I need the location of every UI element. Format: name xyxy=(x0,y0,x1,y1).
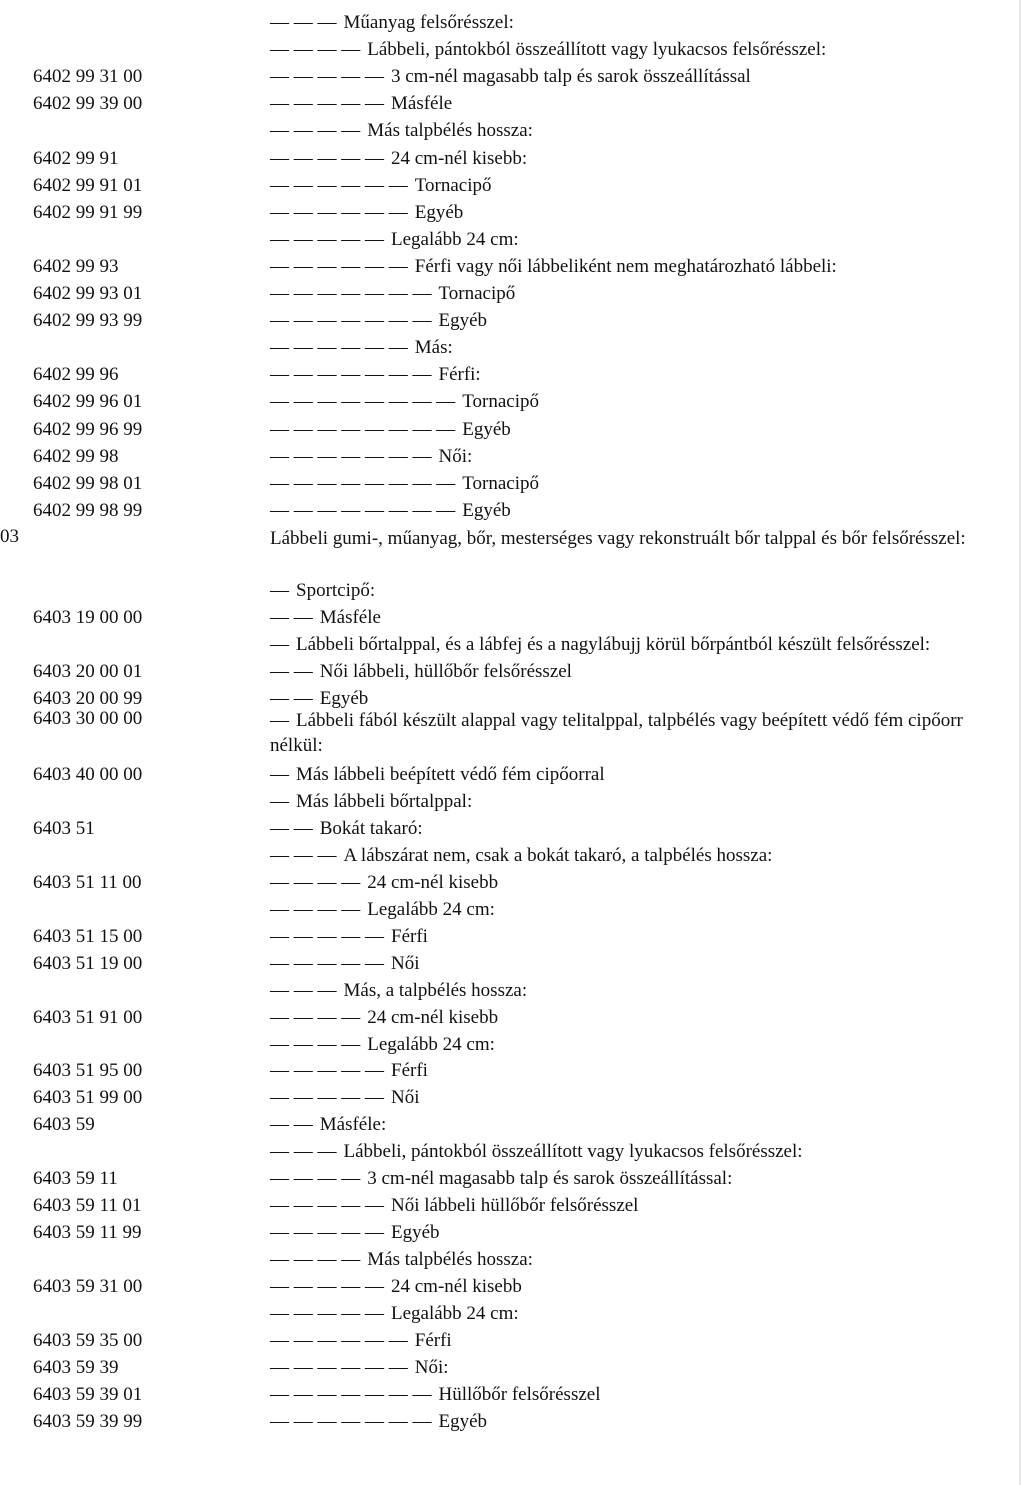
indent-dashes: — — — — xyxy=(270,1006,361,1028)
tariff-code: 6403 59 39 01 xyxy=(33,1383,143,1405)
indent-dashes: — — — — xyxy=(270,120,361,142)
tariff-code: 6403 51 91 00 xyxy=(33,1006,143,1028)
description-text: Egyéb xyxy=(319,688,369,709)
tariff-code: 6402 99 93 xyxy=(33,255,119,277)
tariff-row xyxy=(0,1060,1030,1086)
indent-dashes: — — — — xyxy=(270,39,361,61)
row3-text: Lábbeli fából készült alappal vagy telitalppal, talpbélés vagy beépített védő fém cipőorr nélkül: xyxy=(270,710,963,756)
tariff-row xyxy=(0,337,1030,363)
tariff-description xyxy=(270,500,511,522)
tariff-row xyxy=(0,283,1030,309)
description-text: Legalább 24 cm: xyxy=(367,898,495,920)
tariff-description xyxy=(270,93,452,115)
tariff-row xyxy=(0,39,1030,65)
description-text: Legalább 24 cm: xyxy=(367,1033,495,1055)
tariff-description xyxy=(270,1141,803,1163)
tariff-code: 6402 99 91 99 xyxy=(33,201,143,223)
tariff-row xyxy=(0,93,1030,119)
tariff-description xyxy=(270,764,605,786)
tariff-description xyxy=(270,1249,533,1271)
heading-code: 03 xyxy=(0,526,19,547)
description-text: 3 cm-nél magasabb talp és sarok összeállítással xyxy=(391,66,751,88)
indent-dashes: — xyxy=(270,634,289,655)
description-text: Egyéb xyxy=(462,499,511,521)
tariff-code: 6403 30 00 00 xyxy=(33,708,143,729)
tariff-code: 6403 51 11 00 xyxy=(33,871,142,893)
tariff-row xyxy=(0,980,1030,1006)
indent-dashes: — — — — xyxy=(270,1168,361,1190)
description-text: Egyéb xyxy=(438,310,488,332)
description-text: 24 cm-nél kisebb xyxy=(367,1006,499,1028)
indent-dashes: — — xyxy=(270,817,313,839)
indent-dashes: — — — — — xyxy=(270,1195,384,1217)
tariff-row xyxy=(0,12,1030,38)
indent-dashes: — — — xyxy=(270,1141,337,1163)
tariff-description xyxy=(270,202,463,224)
indent-dashes: — — — — xyxy=(270,898,361,920)
tariff-code: 6402 99 39 00 xyxy=(33,93,143,115)
heading-text: Lábbeli gumi-, műanyag, bőr, mesterséges vagy rekonstruált bőr talppal és bőr felsőrésszel: xyxy=(270,528,966,549)
indent-dashes: — xyxy=(270,764,289,785)
heading-row-6403 xyxy=(0,526,1030,578)
tariff-code: 6403 59 39 xyxy=(33,1356,119,1378)
tariff-code: 6403 51 99 00 xyxy=(33,1087,143,1109)
tariff-code: 6402 99 96 99 xyxy=(33,418,143,440)
indent-dashes: — — — — — xyxy=(270,952,384,974)
tariff-description xyxy=(270,148,527,170)
tariff-code: 6403 51 95 00 xyxy=(33,1060,143,1082)
indent-dashes: — — — — — — — xyxy=(270,310,432,332)
tariff-row xyxy=(0,1357,1030,1383)
indent-dashes: — — — — — xyxy=(270,1222,384,1244)
indent-dashes: — xyxy=(270,710,289,731)
tariff-code: 6403 20 00 01 xyxy=(33,661,143,682)
tariff-description xyxy=(270,1357,449,1379)
tariff-row xyxy=(0,66,1030,92)
tariff-code: 6403 59 31 00 xyxy=(33,1276,143,1298)
tariff-code: 6403 59 11 99 xyxy=(33,1222,142,1244)
tariff-description xyxy=(270,953,420,975)
tariff-description xyxy=(270,229,519,251)
indent-dashes: — — — — — xyxy=(270,66,384,88)
tariff-code: 6403 51 xyxy=(33,817,95,839)
tariff-row xyxy=(0,1195,1030,1221)
tariff-row xyxy=(0,202,1030,228)
description-text: Sportcipő: xyxy=(296,580,376,601)
tariff-description xyxy=(270,283,515,305)
tariff-description xyxy=(270,818,423,840)
tariff-row xyxy=(0,899,1030,925)
indent-dashes: — — — — — — xyxy=(270,174,408,196)
tariff-row xyxy=(0,1034,1030,1060)
description-text: Másféle xyxy=(319,607,381,628)
indent-dashes: — — — — — — xyxy=(270,201,408,223)
description-text: Férfi xyxy=(414,1329,452,1351)
description-text: Női: xyxy=(414,1356,449,1378)
tariff-description xyxy=(270,446,472,468)
indent-dashes: — — — xyxy=(270,12,337,33)
tariff-code: 6402 99 98 xyxy=(33,445,119,467)
tariff-code: 6403 59 35 00 xyxy=(33,1329,143,1351)
description-text: Férfi: xyxy=(438,364,481,386)
tariff-description xyxy=(270,1168,732,1190)
tariff-description xyxy=(270,310,487,332)
tariff-row xyxy=(0,1411,1030,1437)
description-text: Legalább 24 cm: xyxy=(391,228,519,250)
indent-dashes: — — — xyxy=(270,979,337,1001)
indent-dashes: — xyxy=(270,580,289,601)
tariff-code: 6402 99 31 00 xyxy=(33,66,143,88)
description-text: Egyéb xyxy=(391,1222,440,1244)
description-text: Lábbeli, pántokból összeállított vagy lyukacsos felsőrésszel: xyxy=(343,1141,803,1163)
indent-dashes: — — — — — xyxy=(270,1276,384,1298)
indent-dashes: — — xyxy=(270,688,313,709)
tariff-row xyxy=(0,120,1030,146)
tariff-description xyxy=(270,1411,487,1433)
tariff-row xyxy=(0,634,1030,660)
tariff-row xyxy=(0,473,1030,499)
tariff-row xyxy=(0,872,1030,898)
description-text: 24 cm-nél kisebb xyxy=(391,1276,522,1298)
tariff-row xyxy=(0,791,1030,817)
description-text: Férfi xyxy=(391,925,428,947)
tariff-row xyxy=(0,1141,1030,1167)
tariff-row xyxy=(0,1303,1030,1329)
tariff-row xyxy=(0,1007,1030,1033)
indent-dashes: — — — — — xyxy=(270,1087,384,1109)
indent-dashes: — — — — — — xyxy=(270,1356,408,1378)
tariff-description xyxy=(270,175,492,197)
indent-dashes: — — — — — xyxy=(270,1060,384,1082)
tariff-description xyxy=(270,12,514,34)
tariff-description xyxy=(270,256,837,278)
tariff-row xyxy=(0,1384,1030,1410)
description-text: Más lábbeli bőrtalppal: xyxy=(296,790,473,812)
description-text: Női lábbeli hüllőbőr felsőrésszel xyxy=(391,1195,639,1217)
indent-dashes: — xyxy=(270,790,289,812)
tariff-description xyxy=(270,926,428,948)
tariff-description xyxy=(270,607,381,629)
tariff-code: 6402 99 91 01 xyxy=(33,174,143,196)
tariff-code: 6403 59 11 01 xyxy=(33,1195,142,1217)
tariff-row xyxy=(0,1087,1030,1113)
tariff-description xyxy=(270,899,495,921)
description-text: Férfi vagy női lábbeliként nem meghatározható lábbeli: xyxy=(414,255,837,277)
description-text: 3 cm-nél magasabb talp és sarok összeállítással: xyxy=(367,1168,733,1190)
tariff-description xyxy=(270,1303,519,1325)
description-text: Műanyag felsőrésszel: xyxy=(343,12,514,33)
indent-dashes: — — — — — — — — xyxy=(270,472,456,494)
tariff-description xyxy=(270,791,472,813)
description-text: Tornacipő xyxy=(414,174,492,196)
description-text: Egyéb xyxy=(462,418,511,440)
tariff-row-6403-30 xyxy=(0,708,1030,760)
tariff-row xyxy=(0,1114,1030,1140)
tariff-row xyxy=(0,148,1030,174)
tariff-row xyxy=(0,1168,1030,1194)
tariff-code: 6402 99 96 xyxy=(33,364,119,386)
tariff-code: 6402 99 96 01 xyxy=(33,391,143,413)
indent-dashes: — — — — — — — xyxy=(270,364,432,386)
description-text: Tornacipő xyxy=(462,391,540,413)
indent-dashes: — — — — xyxy=(270,871,361,893)
indent-dashes: — — — — xyxy=(270,1249,361,1271)
indent-dashes: — — xyxy=(270,607,313,628)
description-text: Bokát takaró: xyxy=(319,817,423,839)
tariff-description xyxy=(270,1007,498,1029)
indent-dashes: — — — — — xyxy=(270,228,384,250)
tariff-description xyxy=(270,1114,386,1136)
tariff-description xyxy=(270,1384,600,1406)
indent-dashes: — — — — — — — — xyxy=(270,499,456,521)
tariff-code: 6403 59 39 99 xyxy=(33,1410,143,1432)
description-text: Női xyxy=(391,952,420,974)
description-text: Tornacipő xyxy=(462,472,540,494)
tariff-description xyxy=(270,688,368,710)
description-text: Tornacipő xyxy=(438,283,516,304)
tariff-row xyxy=(0,500,1030,526)
tariff-description xyxy=(270,120,533,142)
description-text: Női: xyxy=(438,445,473,467)
tariff-code: 6403 51 15 00 xyxy=(33,925,143,947)
tariff-description xyxy=(270,473,539,495)
tariff-code: 6402 99 98 99 xyxy=(33,499,143,521)
tariff-code: 6402 99 98 01 xyxy=(33,472,143,494)
tariff-row xyxy=(0,1276,1030,1302)
indent-dashes: — — — — — — — — xyxy=(270,418,456,440)
tariff-row xyxy=(0,1330,1030,1356)
description-text: 24 cm-nél kisebb: xyxy=(391,147,528,169)
description-text: Más talpbélés hossza: xyxy=(367,1249,533,1271)
tariff-row xyxy=(0,818,1030,844)
description-text: A lábszárat nem, csak a bokát takaró, a talpbélés hossza: xyxy=(343,844,773,866)
tariff-description xyxy=(270,1276,522,1298)
description-text: Más, a talpbélés hossza: xyxy=(343,979,528,1001)
tariff-code: 6402 99 93 99 xyxy=(33,310,143,332)
description-text: Férfi xyxy=(391,1060,428,1082)
description-text: Lábbeli bőrtalppal, és a lábfej és a nagylábujj körül bőrpántból készült felsőrésszel: xyxy=(296,634,931,655)
indent-dashes: — — — — — — — xyxy=(270,445,432,467)
tariff-row xyxy=(0,926,1030,952)
description-text: Más: xyxy=(414,337,453,359)
tariff-description xyxy=(270,1330,452,1352)
tariff-row xyxy=(0,953,1030,979)
tariff-description xyxy=(270,337,453,359)
indent-dashes: — — — — xyxy=(270,1033,361,1055)
indent-dashes: — — — — — — — xyxy=(270,283,432,304)
description-text: Másféle xyxy=(391,93,453,115)
indent-dashes: — — — — — xyxy=(270,1303,384,1324)
description-text: Legalább 24 cm: xyxy=(391,1303,519,1324)
tariff-row xyxy=(0,310,1030,336)
tariff-code: 6403 40 00 00 xyxy=(33,764,143,785)
tariff-description xyxy=(270,364,481,386)
tariff-row xyxy=(0,845,1030,871)
description-text: Egyéb xyxy=(414,201,464,223)
description-text: Más talpbélés hossza: xyxy=(367,120,533,142)
tariff-code: 6402 99 93 01 xyxy=(33,283,143,304)
indent-dashes: — — — — — xyxy=(270,147,384,169)
tariff-description xyxy=(270,661,572,683)
tariff-description xyxy=(270,391,539,413)
description-text: Lábbeli, pántokból összeállított vagy lyukacsos felsőrésszel: xyxy=(367,39,827,61)
description-text: Egyéb xyxy=(438,1410,488,1432)
tariff-description xyxy=(270,419,511,441)
tariff-description xyxy=(270,1034,495,1056)
tariff-row xyxy=(0,364,1030,390)
tariff-row xyxy=(0,391,1030,417)
indent-dashes: — — — — — — — — xyxy=(270,391,456,413)
tariff-description xyxy=(270,580,375,602)
tariff-description xyxy=(270,66,751,88)
tariff-code: 6403 51 19 00 xyxy=(33,952,143,974)
indent-dashes: — — — — — — — xyxy=(270,1383,432,1405)
indent-dashes: — — xyxy=(270,1114,313,1136)
tariff-code: 6403 19 00 00 xyxy=(33,607,143,628)
description-text: 24 cm-nél kisebb xyxy=(367,871,499,893)
tariff-description xyxy=(270,708,1012,758)
tariff-description xyxy=(270,872,498,894)
tariff-row xyxy=(0,446,1030,472)
tariff-row xyxy=(0,419,1030,445)
tariff-row xyxy=(0,229,1030,255)
description-text: Hüllőbőr felsőrésszel xyxy=(438,1383,601,1405)
description-text: Női lábbeli, hüllőbőr felsőrésszel xyxy=(319,661,572,682)
tariff-description xyxy=(270,845,772,867)
indent-dashes: — — — — — — xyxy=(270,255,408,277)
tariff-code: 6403 59 11 xyxy=(33,1168,118,1190)
tariff-row xyxy=(0,256,1030,282)
tariff-code: 6403 20 00 99 xyxy=(33,688,143,709)
tariff-row xyxy=(0,175,1030,201)
indent-dashes: — — — — — — xyxy=(270,1329,408,1351)
tariff-row xyxy=(0,607,1030,633)
tariff-description xyxy=(270,1087,420,1109)
indent-dashes: — — — — — — — xyxy=(270,1410,432,1432)
tariff-row xyxy=(0,1222,1030,1248)
indent-dashes: — — — — — xyxy=(270,93,384,115)
indent-dashes: — — — — — — xyxy=(270,337,408,359)
tariff-description xyxy=(270,39,826,61)
description-text: Másféle: xyxy=(319,1114,387,1136)
tariff-row xyxy=(0,1249,1030,1275)
indent-dashes: — — — xyxy=(270,844,337,866)
indent-dashes: — — — — — xyxy=(270,925,384,947)
tariff-description xyxy=(270,634,930,656)
description-text: Más lábbeli beépített védő fém cipőorral xyxy=(296,764,605,785)
tariff-row xyxy=(0,661,1030,687)
tariff-row xyxy=(0,580,1030,606)
tariff-row xyxy=(0,764,1030,790)
indent-dashes: — — xyxy=(270,661,313,682)
description-text: Női xyxy=(391,1087,420,1109)
tariff-description xyxy=(270,1195,638,1217)
tariff-code: 6403 59 xyxy=(33,1114,95,1136)
tariff-description xyxy=(270,980,527,1002)
tariff-description xyxy=(270,1222,440,1244)
tariff-description xyxy=(270,1060,428,1082)
tariff-code: 6402 99 91 xyxy=(33,147,119,169)
